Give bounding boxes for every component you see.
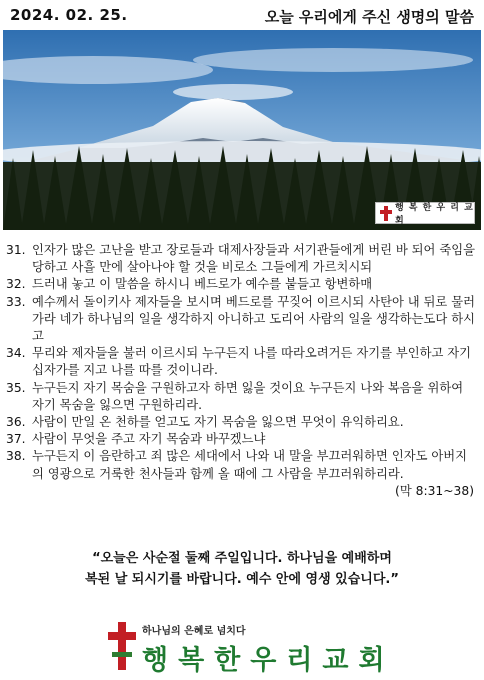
verse [6,431,478,448]
message-line: “오늘은 사순절 둘째 주일입니다. 하나님을 예배하며 [92,551,392,566]
verse-text: 사람이 만일 온 천하를 얻고도 자기 목숨을 잃으면 무엇이 유익하리요. [32,415,404,430]
verse-text: 인자가 많은 고난을 받고 장로들과 대제사장들과 서기관들에게 버린 바 되어 죽임을 당하고 사흘 만에 살아나야 할 것을 비로소 그들에게 가르치시되 [32,243,475,275]
verse [6,414,478,431]
verse [6,294,478,346]
verse [6,345,478,379]
church-slogan: 하나님의 은혜로 넘치다 [142,626,246,637]
verse-number: 37. [6,432,26,447]
verse-text: 누구든지 이 음란하고 죄 많은 세대에서 나와 내 말을 부끄러워하면 인자도 아버지의 영광으로 거룩한 천사들과 함께 올 때에 그 사람을 부끄러워하리라. [32,449,467,481]
verse-text: 누구든지 자기 목숨을 구원하고자 하면 잃을 것이요 누구든지 나와 복음을 위하여 자기 목숨을 잃으면 구원하리라. [32,380,464,412]
badge-label: 행 복 한 우 리 교 회 [394,203,474,226]
message-line: 복된 날 되시기를 바랍니다. 예수 안에 영생 있습니다.” [85,572,399,587]
verse-text: 예수께서 돌이키사 제자들을 보시며 베드로를 꾸짖어 이르시되 사탄아 내 뒤로 물러가라 네가 하나님의 일을 생각하지 아니하고 도리어 사람의 일을 생각하는도다 하시고 [32,294,475,344]
verse-number: 31. [6,243,26,257]
verse [6,276,478,293]
church-logo [108,620,408,676]
scripture-passage [6,242,478,500]
header [0,0,484,30]
mountain-photo [3,30,481,230]
verse-text: 무리와 제자들을 불러 이르시되 누구든지 나를 따라오려거든 자기를 부인하고 자기 십자가를 지고 나를 따를 것이니라. [32,346,472,378]
cross-icon [108,622,136,670]
verse [6,380,478,414]
scripture-reference: (막 8:31~38) [395,483,474,498]
verse-number: 34. [6,346,26,361]
church-badge [375,202,475,224]
cross-icon [379,205,391,221]
verse-number: 32. [6,277,26,292]
pastoral-message [0,548,484,590]
church-name: 행복한우리교회 [142,645,395,676]
page-title: 오늘 우리에게 주신 생명의 말씀 [264,8,474,26]
verse-number: 33. [6,294,26,309]
verse-number: 35. [6,380,26,395]
verse-text: 사람이 무엇을 주고 자기 목숨과 바꾸겠느냐 [32,432,266,447]
verse [6,242,478,276]
verse [6,448,478,482]
verse-text: 드러내 놓고 이 말씀을 하시니 베드로가 예수를 붙들고 항변하매 [32,277,373,292]
date: 2024. 02. 25. [10,6,128,24]
verse-number: 36. [6,415,26,430]
verse-number: 38. [6,449,26,464]
